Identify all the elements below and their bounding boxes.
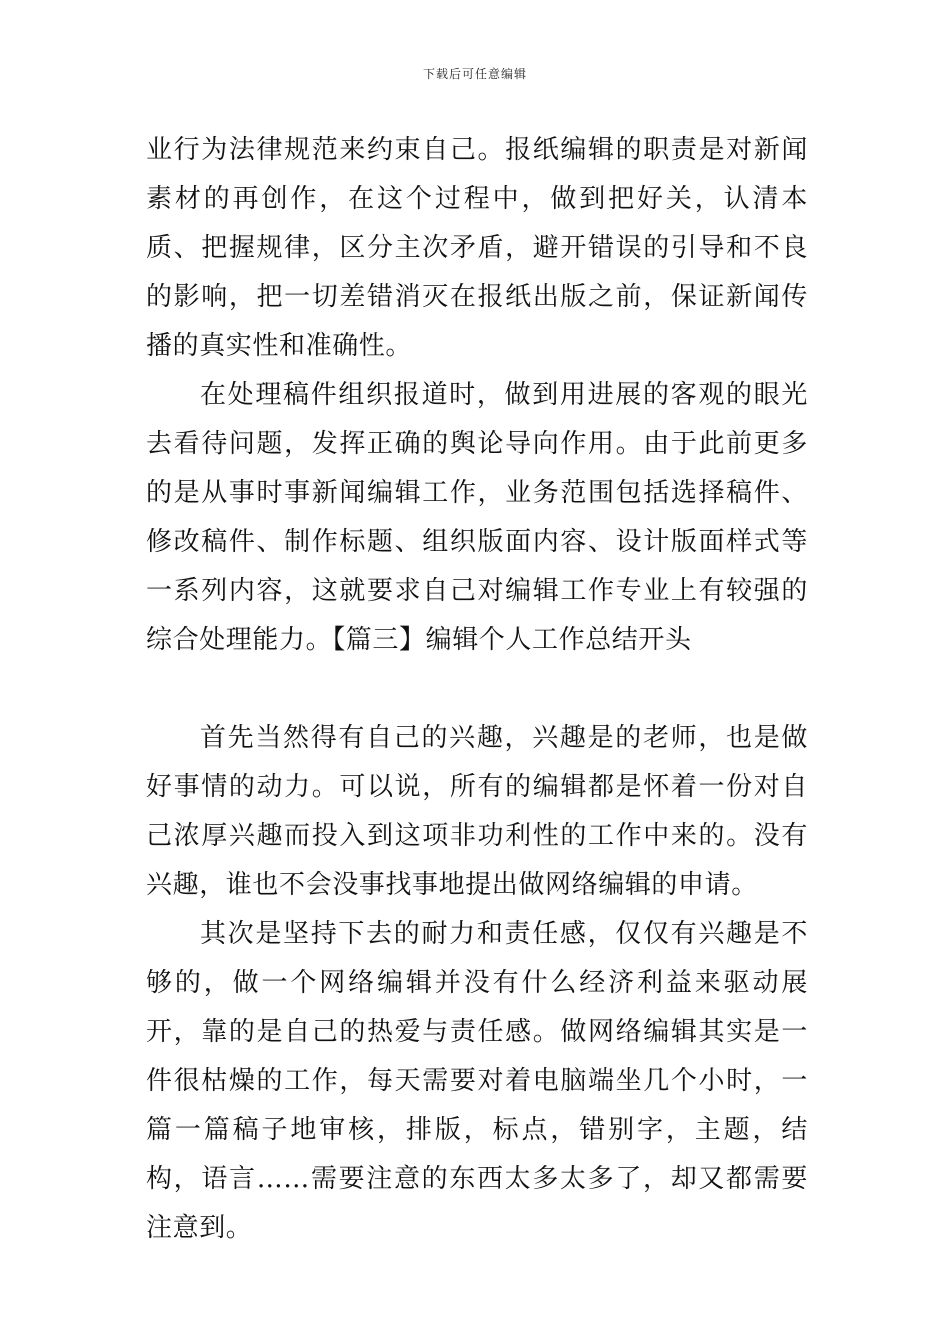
paragraph-perseverance: 其次是坚持下去的耐力和责任感，仅仅有兴趣是不够的，做一个网络编辑并没有什么经济利益来驱动展开，靠的是自己的热爱与责任感。做网络编辑其实是一件很枯燥的工作，每天需要对着电脑端坐几个小时，一篇一篇稿子地审核，排版，标点，错别字，主题，结构，语言……需要注意的东西太多太多了，却又都需要注意到。 [146, 919, 808, 1243]
blank-line [146, 665, 808, 714]
paragraph-continued: 业行为法律规范来约束自己。报纸编辑的职责是对新闻素材的再创作，在这个过程中，做到把好关，认清本质、把握规律，区分主次矛盾，避开错误的引导和不良的影响，把一切差错消灭在报纸出版之前，保证新闻传播的真实性和准确性。 [146, 135, 808, 361]
paragraph-interest: 首先当然得有自己的兴趣，兴趣是的老师，也是做好事情的动力。可以说，所有的编辑都是怀着一份对自己浓厚兴趣而投入到这项非功利性的工作中来的。没有兴趣，谁也不会没事找事地提出做网络编辑的申请。 [146, 723, 808, 900]
document-body [146, 126, 808, 1253]
page-header: 下载后可任意编辑 [422, 67, 527, 81]
paragraph-report-handling: 在处理稿件组织报道时，做到用进展的客观的眼光去看待问题，发挥正确的舆论导向作用。由于此前更多的是从事时事新闻编辑工作，业务范围包括选择稿件、修改稿件、制作标题、组织版面内容、设计版面样式等一系列内容，这就要求自己对编辑工作专业上有较强的综合处理能力。【篇三】编辑个人工作总结开头 [146, 380, 808, 655]
